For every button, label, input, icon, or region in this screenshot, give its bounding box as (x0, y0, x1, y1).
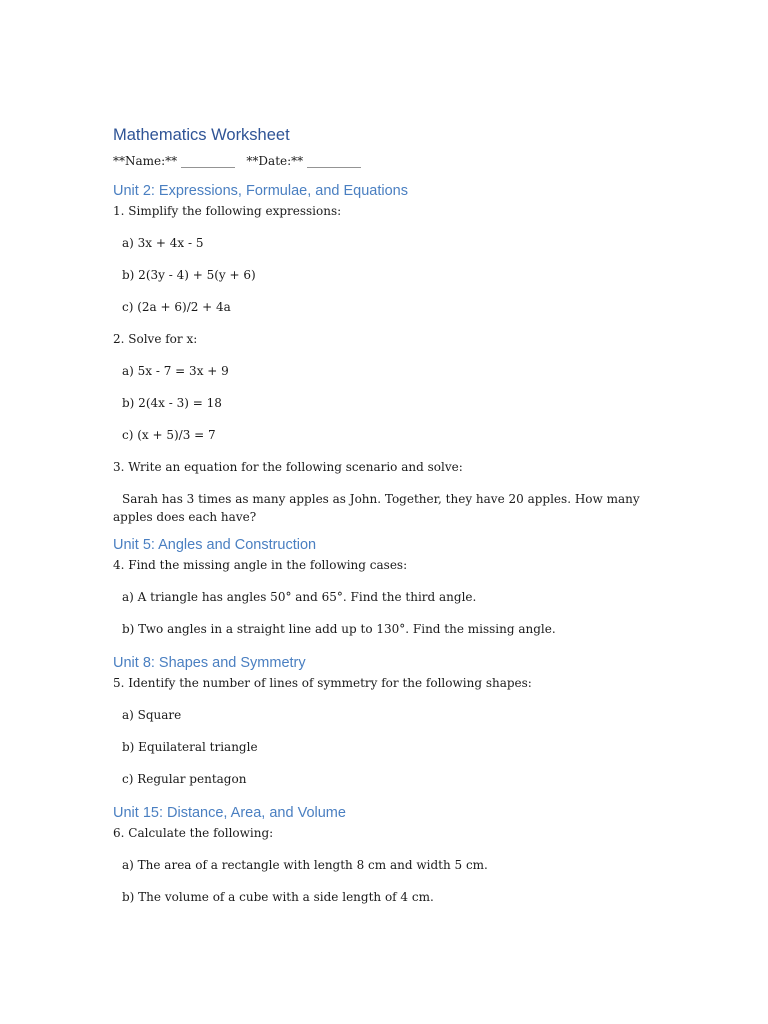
question-1: 1. Simplify the following expressions: (113, 204, 342, 218)
question-3: 3. Write an equation for the following scenario and solve: (113, 460, 463, 474)
question-6: 6. Calculate the following: (113, 826, 274, 840)
name-date-line: **Name:** _________ **Date:** _________ (113, 154, 361, 168)
unit-5-heading: Unit 5: Angles and Construction (113, 537, 317, 553)
question-4: 4. Find the missing angle in the following cases: (113, 558, 408, 572)
worksheet-title: Mathematics Worksheet (113, 126, 290, 144)
question-1b: b) 2(3y - 4) + 5(y + 6) (122, 268, 256, 282)
question-6b: b) The volume of a cube with a side length of 4 cm. (122, 890, 434, 904)
question-5c: c) Regular pentagon (122, 772, 247, 786)
question-5a: a) Square (122, 708, 182, 722)
question-2a: a) 5x - 7 = 3x + 9 (122, 364, 229, 378)
question-1a: a) 3x + 4x - 5 (122, 236, 204, 250)
question-5b: b) Equilateral triangle (122, 740, 258, 754)
unit-2-heading: Unit 2: Expressions, Formulae, and Equations (113, 183, 408, 199)
question-1c: c) (2a + 6)/2 + 4a (122, 300, 231, 314)
question-2: 2. Solve for x: (113, 332, 198, 346)
worksheet-content (113, 124, 653, 920)
question-4b: b) Two angles in a straight line add up to 130°. Find the missing angle. (122, 622, 556, 636)
question-4a: a) A triangle has angles 50° and 65°. Find the third angle. (122, 590, 477, 604)
unit-15-heading: Unit 15: Distance, Area, and Volume (113, 805, 346, 821)
unit-8-heading: Unit 8: Shapes and Symmetry (113, 655, 306, 671)
question-6a: a) The area of a rectangle with length 8 cm and width 5 cm. (122, 858, 488, 872)
question-3-scenario: Sarah has 3 times as many apples as John. Together, they have 20 apples. How many apples does each have? (113, 492, 640, 524)
question-2c: c) (x + 5)/3 = 7 (122, 428, 216, 442)
question-2b: b) 2(4x - 3) = 18 (122, 396, 222, 410)
question-5: 5. Identify the number of lines of symmetry for the following shapes: (113, 676, 532, 690)
